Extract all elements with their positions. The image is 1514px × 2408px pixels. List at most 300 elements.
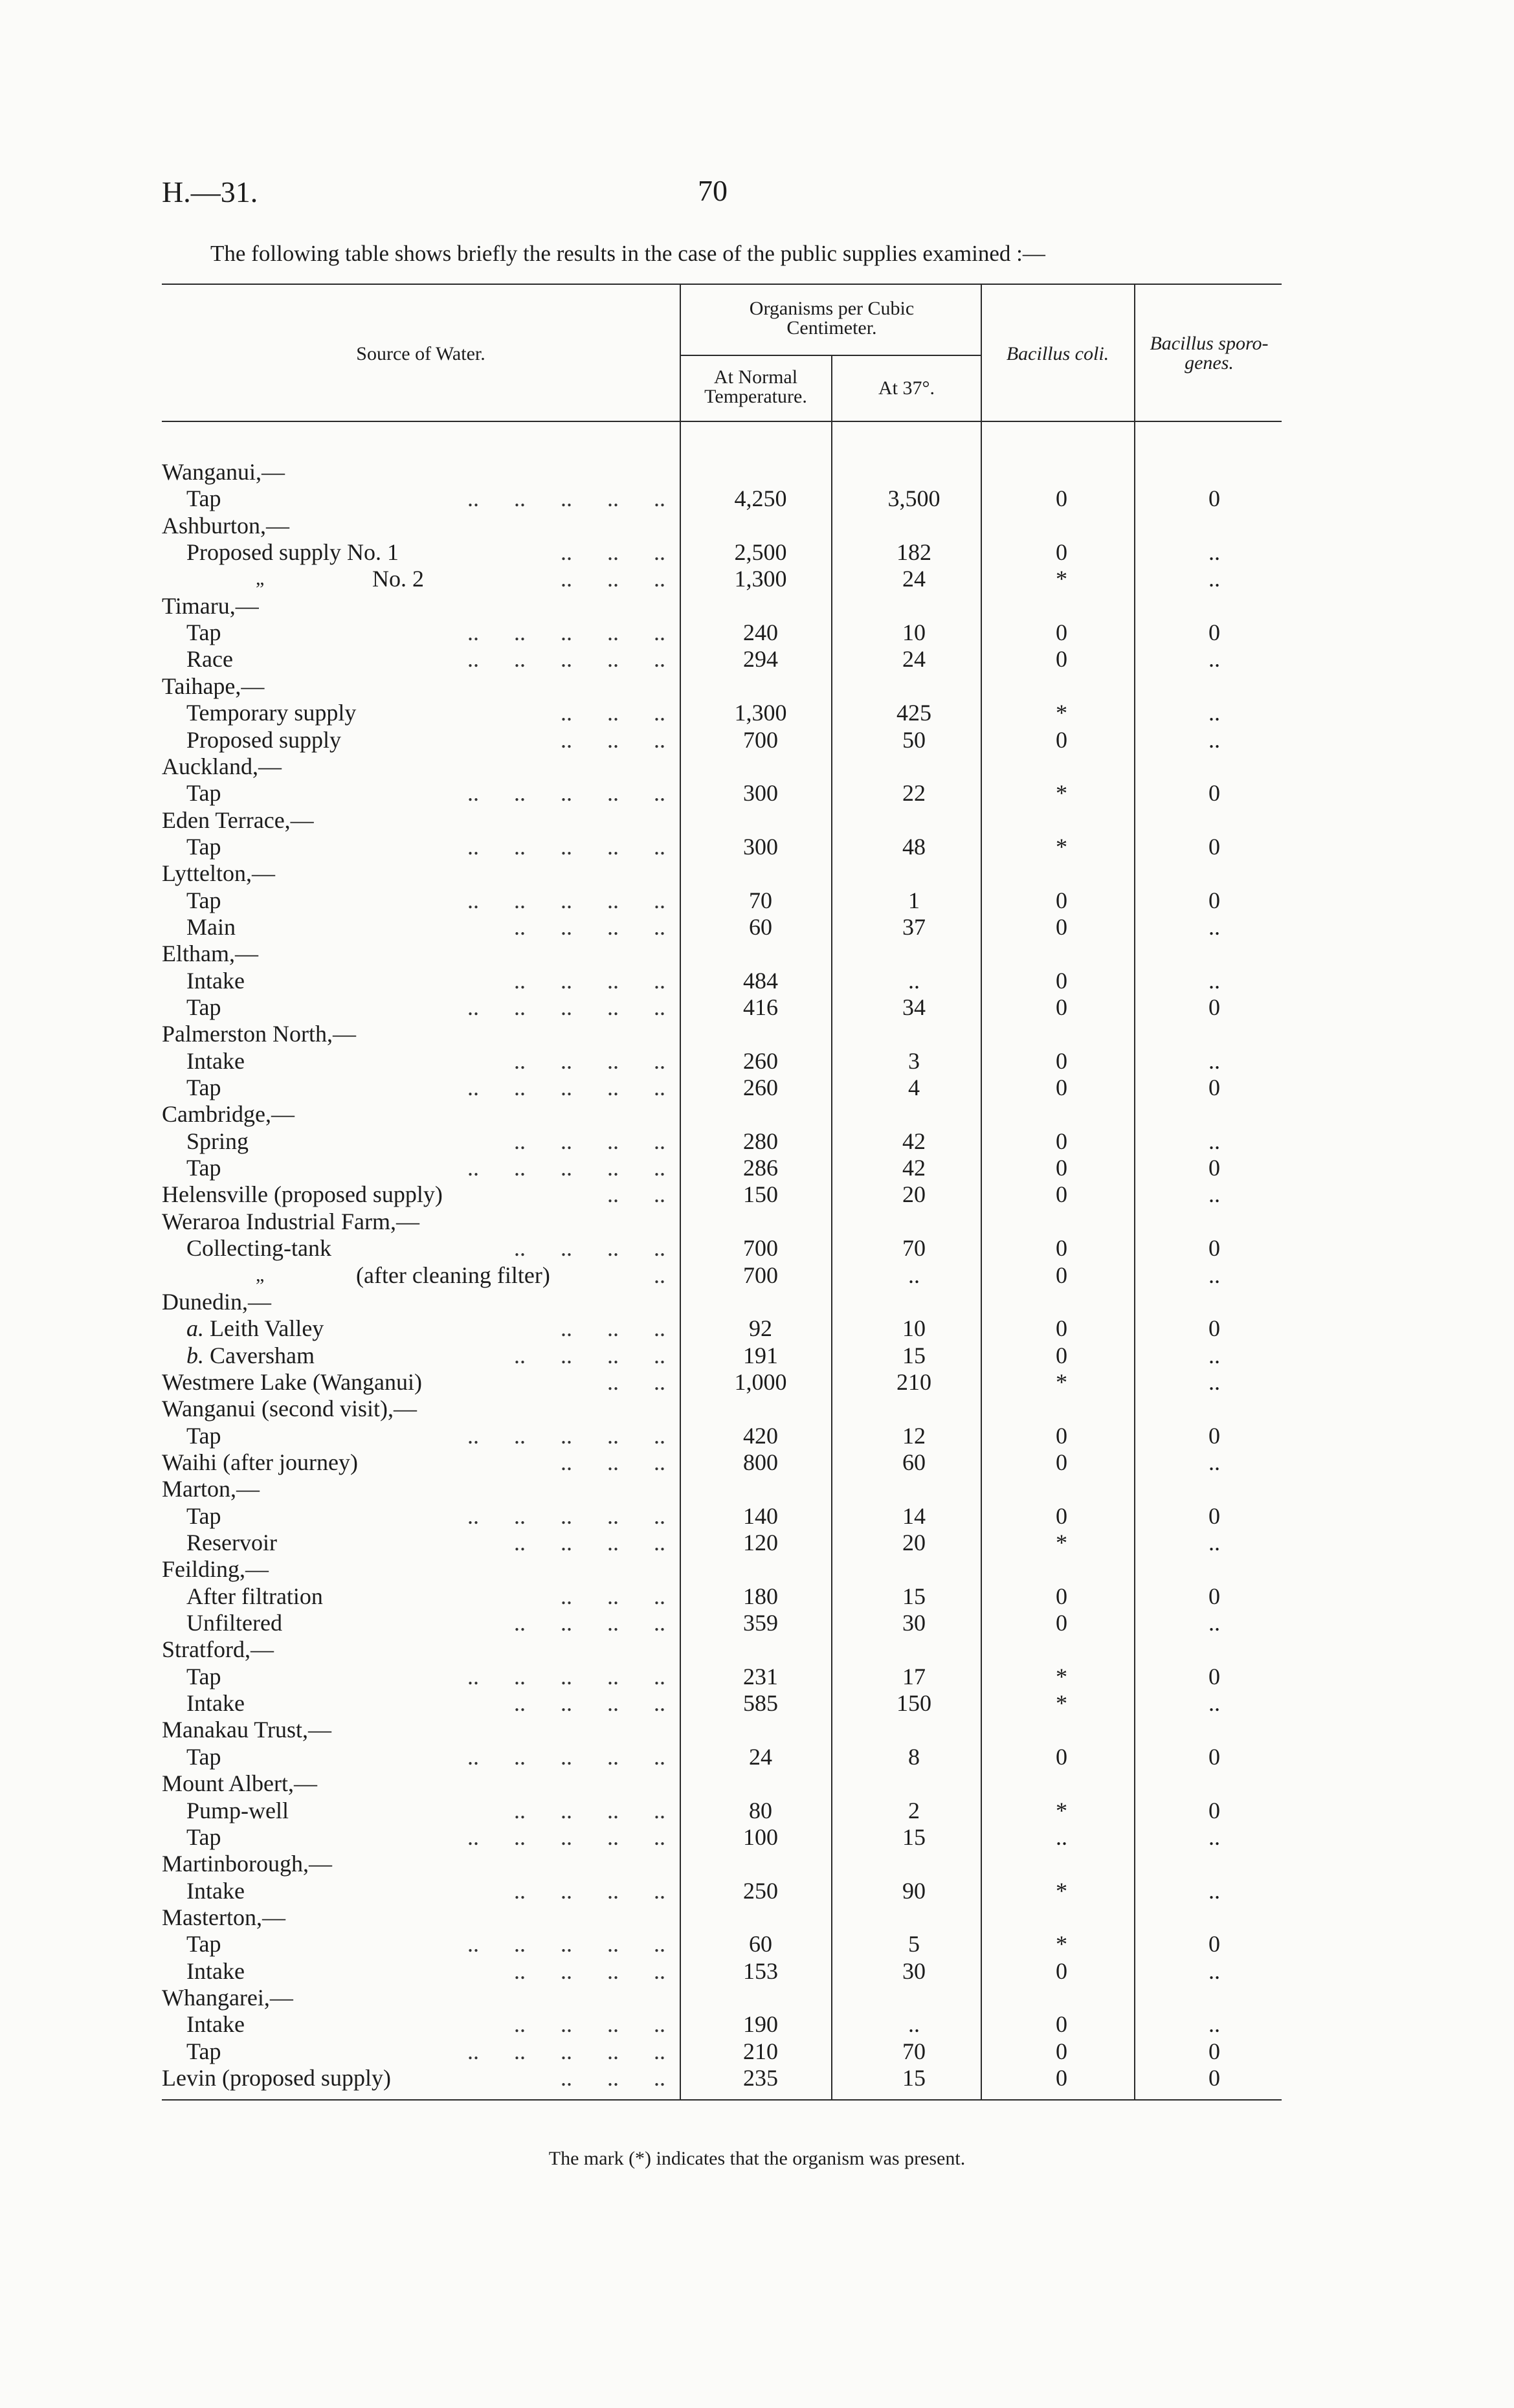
cell-normal-temp: 1,300 <box>734 566 787 592</box>
cell-normal-temp: 250 <box>743 1877 778 1904</box>
leader-dots: .. .. .. .. <box>514 1047 665 1074</box>
cell-37: 30 <box>902 1610 926 1636</box>
cell-normal-temp: 191 <box>743 1342 778 1368</box>
cell-bacillus-coli: * <box>1056 1931 1067 1957</box>
cell-bacillus-sporogenes: .. <box>1208 566 1220 592</box>
cell-bacillus-sporogenes: 0 <box>1208 2038 1220 2064</box>
cell-normal-temp: 420 <box>743 1422 778 1449</box>
leader-dots: .. .. .. .. <box>514 1957 665 1984</box>
cell-37: 20 <box>902 1530 926 1555</box>
table-group-row <box>0 1208 1514 1235</box>
row-label: Unfiltered <box>186 1610 282 1636</box>
row-label: Tap <box>186 1422 221 1449</box>
table-row <box>0 1743 1514 1770</box>
cell-bacillus-coli: 0 <box>1056 967 1067 994</box>
row-label: Ashburton,— <box>162 512 289 539</box>
leader-dots: .. .. .. .. <box>514 1690 665 1717</box>
table-row <box>0 967 1514 994</box>
table-row <box>0 2064 1514 2091</box>
cell-normal-temp: 700 <box>743 1262 778 1288</box>
cell-bacillus-sporogenes: .. <box>1208 1530 1220 1555</box>
row-label: Reservoir <box>186 1530 277 1555</box>
table-group-row <box>0 458 1514 485</box>
row-label: Tap <box>186 1931 221 1957</box>
table-group-row <box>0 1850 1514 1877</box>
row-label: Tap <box>186 619 221 646</box>
leader-dots: .. .. .. .. .. <box>467 1155 665 1181</box>
cell-bacillus-sporogenes: 0 <box>1208 619 1220 646</box>
row-label: Race <box>186 646 233 673</box>
cell-normal-temp: 235 <box>743 2065 778 2091</box>
row-label: Intake <box>186 967 245 994</box>
row-label: Proposed supply <box>186 726 342 753</box>
cell-bacillus-coli: .. <box>1056 1823 1067 1850</box>
table-row <box>0 779 1514 807</box>
row-label: Spring <box>186 1128 249 1154</box>
cell-37: 42 <box>902 1155 926 1181</box>
leader-dots: .. .. .. .. .. <box>467 887 665 913</box>
cell-bacillus-sporogenes: .. <box>1208 1823 1220 1850</box>
table-row <box>0 1797 1514 1824</box>
cell-bacillus-sporogenes: .. <box>1208 1342 1220 1368</box>
table-row <box>0 1315 1514 1342</box>
table-row <box>0 1583 1514 1610</box>
cell-normal-temp: 300 <box>743 780 778 807</box>
cell-normal-temp: 585 <box>743 1690 778 1717</box>
leader-dots: .. .. <box>607 1181 665 1208</box>
table-row <box>0 1930 1514 1957</box>
table-header-bottom-rule <box>162 421 1282 422</box>
col-source-heading: Source of Water. <box>356 343 485 364</box>
row-label: Dunedin,— <box>162 1288 271 1315</box>
cell-normal-temp: 700 <box>743 1235 778 1262</box>
cell-bacillus-coli: 0 <box>1056 1155 1067 1181</box>
cell-normal-temp: 800 <box>743 1449 778 1475</box>
row-label: Eden Terrace,— <box>162 807 314 833</box>
cell-37: 22 <box>902 780 926 807</box>
table-row <box>0 1181 1514 1208</box>
table-row <box>0 619 1514 646</box>
cell-bacillus-sporogenes: 0 <box>1208 994 1220 1020</box>
table-group-row <box>0 860 1514 887</box>
table-row <box>0 699 1514 726</box>
leader-dots: .. .. .. .. .. <box>467 1743 665 1770</box>
row-label: Tap <box>186 994 221 1020</box>
table-group-row <box>0 807 1514 834</box>
table-row <box>0 1877 1514 1904</box>
row-label: Intake <box>186 1957 245 1984</box>
row-label: Collecting-tank <box>186 1235 331 1262</box>
cell-37: 14 <box>902 1502 926 1529</box>
cell-37: 10 <box>902 619 926 646</box>
cell-bacillus-coli: 0 <box>1056 1235 1067 1262</box>
cell-normal-temp: 140 <box>743 1502 778 1529</box>
row-label: Stratford,— <box>162 1636 274 1663</box>
leader-dots: .. .. .. .. .. <box>467 1075 665 1101</box>
leader-dots: .. .. .. .. <box>514 1797 665 1823</box>
table-row <box>0 726 1514 753</box>
row-label: Main <box>186 913 236 940</box>
cell-normal-temp: 280 <box>743 1128 778 1154</box>
leader-dots: .. .. .. .. .. <box>467 485 665 512</box>
cell-bacillus-sporogenes: 0 <box>1208 2065 1220 2091</box>
row-label: Feilding,— <box>162 1556 269 1583</box>
cell-bacillus-coli: * <box>1056 1877 1067 1904</box>
table-row <box>0 1823 1514 1851</box>
row-label: Proposed supply No. 1 <box>186 539 399 566</box>
cell-37: 60 <box>902 1449 926 1475</box>
cell-bacillus-coli: 0 <box>1056 485 1067 512</box>
table-group-row <box>0 592 1514 619</box>
cell-normal-temp: 190 <box>743 2011 778 2038</box>
cell-bacillus-sporogenes: .. <box>1208 1877 1220 1904</box>
cell-37: 15 <box>902 1583 926 1609</box>
cell-bacillus-sporogenes: .. <box>1208 1368 1220 1395</box>
table-group-row <box>0 1984 1514 2011</box>
col-normal-heading: At Normal Temperature. <box>704 366 807 407</box>
cell-bacillus-coli: 0 <box>1056 1315 1067 1342</box>
row-label: After filtration <box>186 1583 323 1609</box>
table-row <box>0 1342 1514 1369</box>
cell-37: 42 <box>902 1128 926 1154</box>
cell-bacillus-sporogenes: .. <box>1208 2011 1220 2038</box>
leader-dots: .. .. .. <box>561 566 665 592</box>
cell-bacillus-sporogenes: .. <box>1208 1047 1220 1074</box>
row-label: Wanganui (second visit),— <box>162 1396 417 1422</box>
table-row <box>0 1047 1514 1075</box>
leader-dots: .. .. .. .. <box>514 1342 665 1368</box>
row-label: Intake <box>186 1047 245 1074</box>
table-group-row <box>0 1288 1514 1315</box>
cell-normal-temp: 484 <box>743 967 778 994</box>
cell-37: 3,500 <box>887 485 941 512</box>
col-coli-heading: Bacillus coli. <box>1006 343 1109 364</box>
cell-bacillus-sporogenes: .. <box>1208 700 1220 726</box>
page-number: 70 <box>698 174 728 207</box>
cell-bacillus-sporogenes: 0 <box>1208 1315 1220 1342</box>
row-label: Lyttelton,— <box>162 860 275 887</box>
cell-bacillus-sporogenes: 0 <box>1208 833 1220 860</box>
col-organisms-heading: Organisms per Cubic Centimeter. <box>749 298 915 339</box>
leader-dots: .. .. .. .. <box>514 2011 665 2038</box>
table-row <box>0 1368 1514 1396</box>
table-row <box>0 833 1514 860</box>
table-row <box>0 485 1514 512</box>
cell-bacillus-sporogenes: .. <box>1208 1262 1220 1288</box>
table-group-row <box>0 1904 1514 1931</box>
cell-37: 10 <box>902 1315 926 1342</box>
cell-37: 150 <box>896 1690 931 1717</box>
cell-normal-temp: 100 <box>743 1823 778 1850</box>
cell-bacillus-sporogenes: .. <box>1208 1449 1220 1475</box>
cell-bacillus-coli: * <box>1056 1530 1067 1555</box>
row-label: Temporary supply <box>186 700 357 726</box>
row-label: Westmere Lake (Wanganui) <box>162 1368 423 1395</box>
cell-bacillus-sporogenes: .. <box>1208 646 1220 673</box>
cell-bacillus-sporogenes: .. <box>1208 1957 1220 1984</box>
cell-normal-temp: 80 <box>749 1797 772 1823</box>
table-row <box>0 1154 1514 1181</box>
cell-bacillus-sporogenes: .. <box>1208 1181 1220 1208</box>
cell-normal-temp: 180 <box>743 1583 778 1609</box>
leader-dots: .. .. .. .. .. <box>467 646 665 673</box>
row-label: Intake <box>186 1877 245 1904</box>
cell-bacillus-coli: 0 <box>1056 2065 1067 2091</box>
cell-37: 34 <box>902 994 926 1020</box>
document-reference: H.—31. <box>162 175 258 208</box>
cell-bacillus-sporogenes: .. <box>1208 1610 1220 1636</box>
cell-normal-temp: 92 <box>749 1315 772 1342</box>
cell-bacillus-sporogenes: 0 <box>1208 780 1220 807</box>
cell-bacillus-coli: * <box>1056 1663 1067 1689</box>
cell-37: 8 <box>908 1743 920 1770</box>
cell-normal-temp: 70 <box>749 887 772 913</box>
cell-bacillus-sporogenes: 0 <box>1208 485 1220 512</box>
table-row <box>0 1074 1514 1101</box>
leader-dots: .. .. .. .. .. <box>467 780 665 807</box>
table-group-row <box>0 512 1514 539</box>
cell-37: 90 <box>902 1877 926 1904</box>
table-group-row <box>0 1020 1514 1047</box>
row-label: Timaru,— <box>162 592 259 619</box>
leader-dots: .. <box>654 1262 665 1288</box>
row-label: Tap <box>186 1075 221 1101</box>
row-label: Tap <box>186 887 221 913</box>
row-label: Intake <box>186 2011 245 2038</box>
cell-37: 24 <box>902 646 926 673</box>
leader-dots: .. .. .. .. .. <box>467 2038 665 2064</box>
cell-bacillus-sporogenes: 0 <box>1208 1075 1220 1101</box>
cell-37: 20 <box>902 1181 926 1208</box>
table-row <box>0 1449 1514 1476</box>
cell-normal-temp: 416 <box>743 994 778 1020</box>
row-label: Auckland,— <box>162 753 282 779</box>
row-label: Taihape,— <box>162 673 265 699</box>
cell-normal-temp: 150 <box>743 1181 778 1208</box>
cell-bacillus-sporogenes: 0 <box>1208 1931 1220 1957</box>
cell-bacillus-coli: 0 <box>1056 994 1067 1020</box>
leader-dots: .. .. <box>607 1368 665 1395</box>
cell-bacillus-coli: 0 <box>1056 619 1067 646</box>
table-row <box>0 539 1514 566</box>
cell-bacillus-sporogenes: .. <box>1208 1690 1220 1717</box>
table-group-row <box>0 1395 1514 1422</box>
cell-37: 15 <box>902 2065 926 2091</box>
row-label: Helensville (proposed supply) <box>162 1181 443 1208</box>
cell-normal-temp: 210 <box>743 2038 778 2064</box>
leader-dots: .. .. .. <box>561 726 665 753</box>
row-prefix: b. <box>186 1342 210 1368</box>
ditto-mark: „ <box>256 568 265 590</box>
row-label: b. Caversham <box>186 1342 315 1368</box>
row-label: Tap <box>186 1663 221 1689</box>
cell-bacillus-coli: * <box>1056 1690 1067 1717</box>
cell-normal-temp: 60 <box>749 913 772 940</box>
cell-37: .. <box>908 1262 920 1288</box>
cell-bacillus-coli: * <box>1056 833 1067 860</box>
cell-37: 425 <box>896 700 931 726</box>
cell-37: 4 <box>908 1075 920 1101</box>
cell-bacillus-sporogenes: 0 <box>1208 887 1220 913</box>
cell-bacillus-coli: 0 <box>1056 1422 1067 1449</box>
table-row <box>0 2011 1514 2038</box>
cell-37: 15 <box>902 1823 926 1850</box>
row-label: Masterton,— <box>162 1904 285 1930</box>
leader-dots: .. .. .. .. .. <box>467 619 665 646</box>
cell-normal-temp: 4,250 <box>734 485 787 512</box>
table-row <box>0 1422 1514 1449</box>
cell-bacillus-coli: 0 <box>1056 1957 1067 1984</box>
cell-normal-temp: 153 <box>743 1957 778 1984</box>
leader-dots: .. .. .. <box>561 700 665 726</box>
leader-dots: .. .. .. .. <box>514 1877 665 1904</box>
cell-bacillus-sporogenes: 0 <box>1208 1743 1220 1770</box>
cell-bacillus-coli: 0 <box>1056 1342 1067 1368</box>
row-label: Mount Albert,— <box>162 1770 317 1797</box>
leader-dots: .. .. .. .. .. <box>467 833 665 860</box>
leader-dots: .. .. .. .. <box>514 1610 665 1636</box>
cell-37: 12 <box>902 1422 926 1449</box>
col-37-heading: At 37°. <box>878 377 935 399</box>
cell-bacillus-coli: 0 <box>1056 1075 1067 1101</box>
row-label: Tap <box>186 1823 221 1850</box>
cell-37: 2 <box>908 1797 920 1823</box>
table-group-row <box>0 1475 1514 1502</box>
row-label: Intake <box>186 1690 245 1717</box>
leader-dots: .. .. .. .. .. <box>467 1422 665 1449</box>
row-label: Cambridge,— <box>162 1101 295 1128</box>
cell-normal-temp: 294 <box>743 646 778 673</box>
cell-37: 3 <box>908 1047 920 1074</box>
table-group-row <box>0 1100 1514 1128</box>
leader-dots: .. .. .. .. <box>514 1530 665 1555</box>
cell-37: 37 <box>902 913 926 940</box>
cell-bacillus-coli: 0 <box>1056 1743 1067 1770</box>
cell-normal-temp: 1,300 <box>734 700 787 726</box>
cell-bacillus-coli: * <box>1056 1797 1067 1823</box>
cell-bacillus-coli: 0 <box>1056 1502 1067 1529</box>
row-label: Palmerston North,— <box>162 1021 356 1047</box>
cell-bacillus-coli: 0 <box>1056 1449 1067 1475</box>
row-label: Tap <box>186 2038 221 2064</box>
cell-bacillus-sporogenes: 0 <box>1208 1155 1220 1181</box>
cell-37: 1 <box>908 887 920 913</box>
cell-normal-temp: 1,000 <box>734 1368 787 1395</box>
cell-37: 17 <box>902 1663 926 1689</box>
row-label: Levin (proposed supply) <box>162 2065 391 2091</box>
cell-normal-temp: 24 <box>749 1743 772 1770</box>
row-label: Tap <box>186 1743 221 1770</box>
leader-dots: .. .. .. .. .. <box>467 1823 665 1850</box>
leader-dots: .. .. .. <box>561 539 665 566</box>
cell-bacillus-sporogenes: .. <box>1208 1128 1220 1154</box>
cell-37: 50 <box>902 726 926 753</box>
table-group-row <box>0 753 1514 780</box>
leader-dots: .. .. .. .. <box>514 1235 665 1262</box>
table-row <box>0 1262 1514 1289</box>
row-label: Martinborough,— <box>162 1851 332 1877</box>
table-row <box>0 1609 1514 1636</box>
cell-37: 210 <box>896 1368 931 1395</box>
intro-text: The following table shows briefly the results in the case of the public supplies examined :— <box>210 241 1045 266</box>
row-label: Pump-well <box>186 1797 289 1823</box>
table-group-row <box>0 1770 1514 1797</box>
cell-bacillus-coli: 0 <box>1056 539 1067 566</box>
cell-bacillus-coli: 0 <box>1056 1181 1067 1208</box>
cell-bacillus-coli: 0 <box>1056 2038 1067 2064</box>
cell-37: 30 <box>902 1957 926 1984</box>
leader-dots: .. .. .. .. .. <box>467 1502 665 1529</box>
cell-bacillus-coli: * <box>1056 780 1067 807</box>
cell-bacillus-sporogenes: .. <box>1208 913 1220 940</box>
cell-bacillus-coli: * <box>1056 566 1067 592</box>
leader-dots: .. .. .. <box>561 1315 665 1342</box>
row-label: Tap <box>186 485 221 512</box>
table-row <box>0 994 1514 1021</box>
row-label: Whangarei,— <box>162 1984 293 2011</box>
table-row <box>0 1663 1514 1690</box>
row-label: Tap <box>186 1155 221 1181</box>
cell-normal-temp: 260 <box>743 1047 778 1074</box>
cell-bacillus-coli: 0 <box>1056 1128 1067 1154</box>
cell-normal-temp: 120 <box>743 1530 778 1555</box>
cell-bacillus-coli: 0 <box>1056 2011 1067 2038</box>
row-label: Marton,— <box>162 1476 260 1502</box>
table-group-row <box>0 673 1514 700</box>
cell-normal-temp: 240 <box>743 619 778 646</box>
cell-37: 182 <box>896 539 931 566</box>
leader-dots: .. .. .. .. <box>514 1128 665 1154</box>
table-group-row <box>0 1555 1514 1583</box>
table-row <box>0 565 1514 592</box>
cell-37: .. <box>908 2011 920 2038</box>
organisms-subheader-rule <box>680 355 981 356</box>
cell-bacillus-sporogenes: 0 <box>1208 1663 1220 1689</box>
row-label: (after cleaning filter) <box>356 1262 550 1288</box>
cell-bacillus-coli: 0 <box>1056 1047 1067 1074</box>
row-prefix: a. <box>186 1315 210 1342</box>
row-label: a. Leith Valley <box>186 1315 324 1342</box>
cell-37: 48 <box>902 833 926 860</box>
table-row <box>0 913 1514 941</box>
footnote: The mark (*) indicates that the organism was present. <box>548 2148 966 2169</box>
cell-bacillus-sporogenes: 0 <box>1208 1797 1220 1823</box>
cell-37: 70 <box>902 1235 926 1262</box>
row-label: No. 2 <box>372 566 424 592</box>
cell-37: .. <box>908 967 920 994</box>
cell-normal-temp: 2,500 <box>734 539 787 566</box>
cell-bacillus-coli: 0 <box>1056 887 1067 913</box>
table-row <box>0 645 1514 673</box>
cell-bacillus-sporogenes: .. <box>1208 726 1220 753</box>
table-row <box>0 2038 1514 2065</box>
cell-bacillus-coli: * <box>1056 700 1067 726</box>
row-label: Weraroa Industrial Farm,— <box>162 1208 419 1234</box>
cell-bacillus-coli: 0 <box>1056 646 1067 673</box>
table-row <box>0 1529 1514 1556</box>
row-label: Tap <box>186 780 221 807</box>
cell-bacillus-coli: 0 <box>1056 1262 1067 1288</box>
cell-normal-temp: 60 <box>749 1931 772 1957</box>
table-row <box>0 1234 1514 1262</box>
cell-bacillus-sporogenes: 0 <box>1208 1422 1220 1449</box>
cell-bacillus-coli: 0 <box>1056 1610 1067 1636</box>
leader-dots: .. .. .. .. <box>514 913 665 940</box>
cell-normal-temp: 231 <box>743 1663 778 1689</box>
cell-normal-temp: 300 <box>743 833 778 860</box>
cell-bacillus-sporogenes: 0 <box>1208 1235 1220 1262</box>
table-group-row <box>0 940 1514 967</box>
